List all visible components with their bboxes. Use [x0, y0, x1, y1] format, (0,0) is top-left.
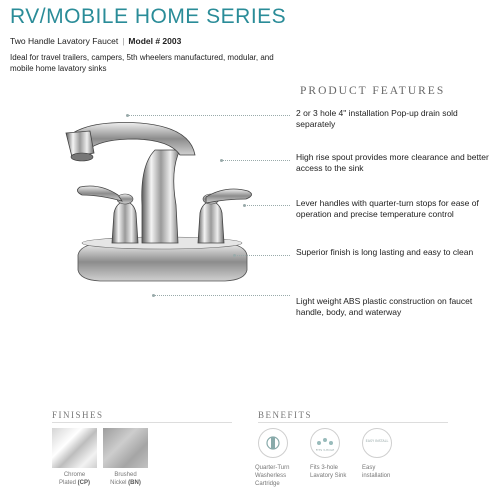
feature-lever-handles: Lever handles with quarter-turn stops for ease of operation and precise temperature control	[296, 198, 479, 219]
feature-finish: Superior finish is long lasting and easy to clean	[296, 247, 474, 257]
product-type: Two Handle Lavatory Faucet	[10, 36, 119, 46]
chrome-plated-swatch	[52, 428, 97, 468]
benefits-heading: BENEFITS	[258, 410, 313, 420]
page-title: RV/MOBILE HOME SERIES	[10, 5, 287, 28]
product-subtitle	[10, 36, 181, 46]
subtitle-separator: |	[122, 36, 125, 46]
faucet-image	[30, 95, 290, 295]
benefits-divider	[258, 422, 448, 423]
easy-install-icon	[362, 428, 392, 458]
product-features-heading: PRODUCT FEATURES	[300, 85, 446, 97]
benefit-three-hole-label: Fits 3-hole Lavatory Sink	[310, 465, 347, 479]
brushed-nickel-swatch	[103, 428, 148, 468]
product-description: Ideal for travel trailers, campers, 5th wheelers manufactured, modular, and mobile home lavatory sinks	[10, 53, 274, 73]
benefit-easy-install-label: Easy installation	[362, 465, 391, 479]
finishes-heading: FINISHES	[52, 410, 104, 420]
brushed-nickel-caption: Brushed Nickel (BN)	[110, 472, 141, 486]
three-hole-icon-text: FITS 3-HOLE	[315, 448, 335, 452]
chrome-plated-caption: Chrome Plated (CP)	[58, 472, 91, 486]
three-hole-sink-icon	[310, 428, 340, 458]
easy-install-icon-text: EASY INSTALL	[365, 439, 389, 443]
feature-installation: 2 or 3 hole 4" installation Pop-up drain sold separately	[296, 108, 458, 129]
cartridge-icon	[258, 428, 288, 458]
leader-line	[245, 205, 290, 206]
finishes-divider	[52, 422, 232, 423]
leader-line	[128, 115, 290, 116]
leader-line	[154, 295, 290, 296]
feature-high-rise-spout: High rise spout provides more clearance and better access to the sink	[296, 152, 489, 173]
leader-line	[235, 255, 290, 256]
benefit-cartridge-label: Quarter-Turn Washerless Cartridge	[255, 465, 290, 487]
model-number: Model # 2003	[128, 36, 182, 46]
feature-abs-construction: Light weight ABS plastic construction on faucet handle, body, and waterway	[296, 296, 473, 317]
leader-line	[222, 160, 290, 161]
